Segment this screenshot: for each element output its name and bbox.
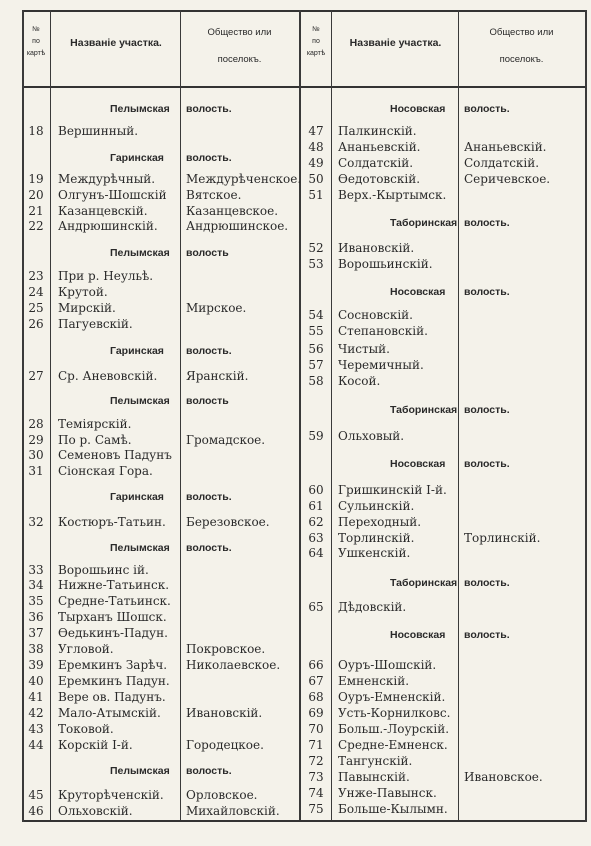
table-row (0, 307, 591, 323)
row-plot-name: Гришкинскій I-й. (338, 483, 447, 497)
row-number: 55 (308, 324, 324, 338)
row-number: 73 (308, 770, 324, 784)
row-number: 31 (28, 464, 44, 478)
row-society: Ананьевскій. (464, 140, 547, 154)
section-heading-district: Таборинская (390, 217, 458, 229)
row-society: Яранскій. (186, 369, 249, 383)
row-plot-name: Андрюшинскій. (58, 219, 158, 233)
section-heading-volost: волость (186, 395, 229, 407)
row-plot-name: Тырханъ Шошск. (58, 610, 167, 624)
table-row (0, 240, 591, 256)
row-society: Николаевское. (186, 658, 281, 672)
table-row (0, 498, 591, 514)
row-plot-name: Корскій I-й. (58, 738, 133, 752)
row-number: 25 (28, 301, 44, 315)
row-number: 20 (28, 188, 44, 202)
row-number: 65 (308, 600, 324, 614)
row-plot-name: Казанцевскій. (58, 204, 148, 218)
row-society: Междурѣченское. (186, 172, 302, 186)
row-plot-name: Междурѣчный. (58, 172, 156, 186)
row-plot-name: Унже-Павынск. (338, 786, 437, 800)
header-right-num (301, 24, 331, 60)
row-plot-name: Переходный. (338, 515, 422, 529)
row-number: 53 (308, 257, 324, 271)
row-plot-name: Пагуевскій. (58, 317, 133, 331)
row-plot-name: Средне-Емненск. (338, 738, 448, 752)
row-number: 62 (308, 515, 324, 529)
row-plot-name: Оуръ-Шошскій. (338, 658, 437, 672)
row-number: 36 (28, 610, 44, 624)
table-row (0, 373, 591, 389)
row-number: 71 (308, 738, 324, 752)
row-number: 60 (308, 483, 324, 497)
row-plot-name: Мало-Атымскій. (58, 706, 161, 720)
row-plot-name: Дѣдовскій. (338, 600, 407, 614)
row-number: 48 (308, 140, 324, 154)
header-left-society-2: поселокъ. (217, 54, 262, 65)
row-number: 61 (308, 499, 324, 513)
section-heading-district: Пелымская (110, 542, 170, 554)
header-right-num-2: по (312, 38, 320, 45)
header-left-num (22, 24, 50, 60)
row-number: 19 (28, 172, 44, 186)
row-plot-name: Степановскій. (338, 324, 428, 338)
row-society: Березовское. (186, 515, 270, 529)
row-number: 46 (28, 804, 44, 818)
table-row (0, 599, 591, 615)
row-society: Городецкое. (186, 738, 264, 752)
section-heading-district: Пелымская (110, 247, 170, 259)
row-plot-name: Торлинскій. (338, 531, 415, 545)
section-heading-volost: волость. (464, 577, 510, 589)
row-number: 21 (28, 204, 44, 218)
row-number: 43 (28, 722, 44, 736)
row-plot-name: Вере ов. Падунъ. (58, 690, 166, 704)
row-number: 23 (28, 269, 44, 283)
table-row (0, 641, 591, 657)
row-number: 63 (308, 531, 324, 545)
table-row (0, 753, 591, 769)
section-heading-district: Гаринская (110, 152, 164, 164)
row-plot-name: Мирскій. (58, 301, 116, 315)
table-row (0, 689, 591, 705)
row-plot-name: Ивановскій. (338, 241, 415, 255)
row-number: 39 (28, 658, 44, 672)
header-right-society (458, 26, 585, 66)
row-number: 72 (308, 754, 324, 768)
row-plot-name: Вершинный. (58, 124, 139, 138)
row-plot-name: Ворошьинс ій. (58, 563, 149, 577)
row-number: 27 (28, 369, 44, 383)
row-society: Ивановское. (464, 770, 543, 784)
table-row (0, 256, 591, 272)
header-left-name: Названіе участка. (70, 37, 162, 49)
row-plot-name: Емненскій. (338, 674, 410, 688)
row-plot-name: Еремкинъ Падун. (58, 674, 170, 688)
row-number: 59 (308, 429, 324, 443)
row-society: Торлинскій. (464, 531, 541, 545)
header-right-society-2: поселокъ. (499, 54, 544, 65)
row-society: Мирское. (186, 301, 247, 315)
section-heading-district: Таборинская (390, 404, 458, 416)
table-row (0, 657, 591, 673)
row-plot-name: Чистый. (338, 342, 390, 356)
header-bottom-border (22, 86, 587, 88)
row-number: 34 (28, 578, 44, 592)
header-right-num-3: картѣ (306, 50, 326, 57)
section-heading-volost: волость. (186, 542, 232, 554)
table-row (0, 514, 591, 530)
header-right-num-1: № (312, 26, 320, 33)
table-row (0, 171, 591, 187)
row-number: 29 (28, 433, 44, 447)
row-plot-name: Верх.-Кыртымск. (338, 188, 447, 202)
table-row (0, 139, 591, 155)
section-heading-district: Гаринская (110, 491, 164, 503)
table-row (0, 769, 591, 785)
section-heading-district: Гаринская (110, 345, 164, 357)
section-heading-volost: волость. (464, 103, 510, 115)
row-number: 26 (28, 317, 44, 331)
row-plot-name: Ѳедькинъ-Падун. (58, 626, 168, 640)
row-plot-name: Больш.-Лоурскій. (338, 722, 450, 736)
row-plot-name: Токовой. (58, 722, 114, 736)
row-number: 24 (28, 285, 44, 299)
row-number: 68 (308, 690, 324, 704)
table-row (0, 341, 591, 357)
row-plot-name: Теміярскій. (58, 417, 132, 431)
row-society: Ивановскій. (186, 706, 263, 720)
header-left-society (180, 26, 299, 66)
row-society: Покровское. (186, 642, 266, 656)
row-number: 57 (308, 358, 324, 372)
section-heading-volost: волость. (186, 152, 232, 164)
table-row (0, 357, 591, 373)
section-heading-district: Пелымская (110, 395, 170, 407)
table-row (0, 673, 591, 689)
row-plot-name: Олгунъ-Шошскій (58, 188, 167, 202)
section-heading-volost: волость. (464, 629, 510, 641)
section-heading-district: Пелымская (110, 765, 170, 777)
row-plot-name: Костюръ-Татьин. (58, 515, 166, 529)
row-society: Андрюшинское. (186, 219, 289, 233)
row-number: 28 (28, 417, 44, 431)
header-right-society-1: Общество или (489, 27, 554, 38)
row-plot-name: Ѳедотовскій. (338, 172, 421, 186)
row-plot-name: Сіонская Гора. (58, 464, 153, 478)
section-heading-volost: волость. (464, 404, 510, 416)
row-society: Михайловскій. (186, 804, 280, 818)
row-plot-name: Больше-Кылымн. (338, 802, 448, 816)
row-number: 47 (308, 124, 324, 138)
row-plot-name: Оуръ-Емненскій. (338, 690, 446, 704)
section-heading-volost: волость. (186, 765, 232, 777)
row-plot-name: Ольховый. (338, 429, 405, 443)
row-plot-name: Сосновскій. (338, 308, 413, 322)
row-number: 69 (308, 706, 324, 720)
section-heading-volost: волость. (186, 345, 232, 357)
table-row (0, 801, 591, 817)
section-heading-district: Носовская (390, 103, 446, 115)
row-plot-name: Ананьевскій. (338, 140, 421, 154)
row-number: 50 (308, 172, 324, 186)
row-number: 30 (28, 448, 44, 462)
row-plot-name: По р. Самѣ. (58, 433, 132, 447)
table-row (0, 721, 591, 737)
row-plot-name: Солдатскій. (338, 156, 414, 170)
row-number: 40 (28, 674, 44, 688)
row-society: Вятское. (186, 188, 242, 202)
row-number: 74 (308, 786, 324, 800)
row-plot-name: Косой. (338, 374, 381, 388)
section-heading-district: Таборинская (390, 577, 458, 589)
row-number: 49 (308, 156, 324, 170)
row-plot-name: Ср. Аневовскій. (58, 369, 158, 383)
section-heading-district: Носовская (390, 286, 446, 298)
table-top-border (22, 10, 587, 12)
header-left-num-1: № (32, 26, 40, 33)
table-row (0, 428, 591, 444)
row-number: 66 (308, 658, 324, 672)
row-number: 54 (308, 308, 324, 322)
row-society: Солдатскій. (464, 156, 540, 170)
row-plot-name: Ольховскій. (58, 804, 133, 818)
row-plot-name: Палкинскій. (338, 124, 417, 138)
row-society: Громадское. (186, 433, 266, 447)
header-left-num-3: картѣ (26, 50, 46, 57)
row-plot-name: Еремкинъ Зарѣч. (58, 658, 168, 672)
row-plot-name: Средне-Татьинск. (58, 594, 171, 608)
row-plot-name: Ворошьинскій. (338, 257, 433, 271)
table-row (0, 785, 591, 801)
row-plot-name: При р. Неульѣ. (58, 269, 154, 283)
section-heading-volost: волость. (464, 217, 510, 229)
table-row (0, 123, 591, 139)
section-heading-volost: волость. (186, 103, 232, 115)
row-plot-name: Семеновъ Падунъ (58, 448, 172, 462)
section-heading-volost: волость. (464, 286, 510, 298)
section-heading-volost: волость. (464, 458, 510, 470)
section-heading-district: Носовская (390, 629, 446, 641)
table-bottom-border (22, 820, 587, 822)
table-row (0, 737, 591, 753)
row-number: 56 (308, 342, 324, 356)
row-plot-name: Сульинскій. (338, 499, 415, 513)
row-plot-name: Угловой. (58, 642, 114, 656)
row-number: 67 (308, 674, 324, 688)
row-society: Серичевское. (464, 172, 551, 186)
header-right-name: Названіе участка. (349, 37, 442, 49)
row-plot-name: Крутой. (58, 285, 108, 299)
section-heading-district: Носовская (390, 458, 446, 470)
row-number: 35 (28, 594, 44, 608)
row-number: 32 (28, 515, 44, 529)
row-number: 58 (308, 374, 324, 388)
table-row (0, 530, 591, 546)
row-plot-name: Тангунскій. (338, 754, 413, 768)
row-number: 51 (308, 188, 324, 202)
row-plot-name: Черемичный. (338, 358, 424, 372)
row-number: 41 (28, 690, 44, 704)
row-number: 22 (28, 219, 44, 233)
header-left-num-2: по (32, 38, 40, 45)
header-left-society-1: Общество или (207, 27, 272, 38)
section-heading-volost: волость (186, 247, 229, 259)
section-heading-district: Пелымская (110, 103, 170, 115)
row-plot-name: Нижне-Татьинск. (58, 578, 170, 592)
table-row (0, 187, 591, 203)
row-number: 52 (308, 241, 324, 255)
row-number: 42 (28, 706, 44, 720)
row-number: 37 (28, 626, 44, 640)
table-row (0, 323, 591, 339)
row-number: 75 (308, 802, 324, 816)
row-number: 38 (28, 642, 44, 656)
row-plot-name: Усть-Корнилковс. (338, 706, 451, 720)
section-heading-volost: волость. (186, 491, 232, 503)
row-plot-name: Круторѣченскій. (58, 788, 164, 802)
row-number: 70 (308, 722, 324, 736)
row-plot-name: Павынскій. (338, 770, 410, 784)
row-society: Орловское. (186, 788, 258, 802)
row-society: Казанцевское. (186, 204, 279, 218)
row-number: 33 (28, 563, 44, 577)
table-row (0, 705, 591, 721)
row-number: 45 (28, 788, 44, 802)
row-number: 44 (28, 738, 44, 752)
row-number: 18 (28, 124, 44, 138)
table-row (0, 155, 591, 171)
row-number: 64 (308, 546, 324, 560)
table-row (0, 545, 591, 561)
table-row (0, 482, 591, 498)
row-plot-name: Ушкенскій. (338, 546, 411, 560)
